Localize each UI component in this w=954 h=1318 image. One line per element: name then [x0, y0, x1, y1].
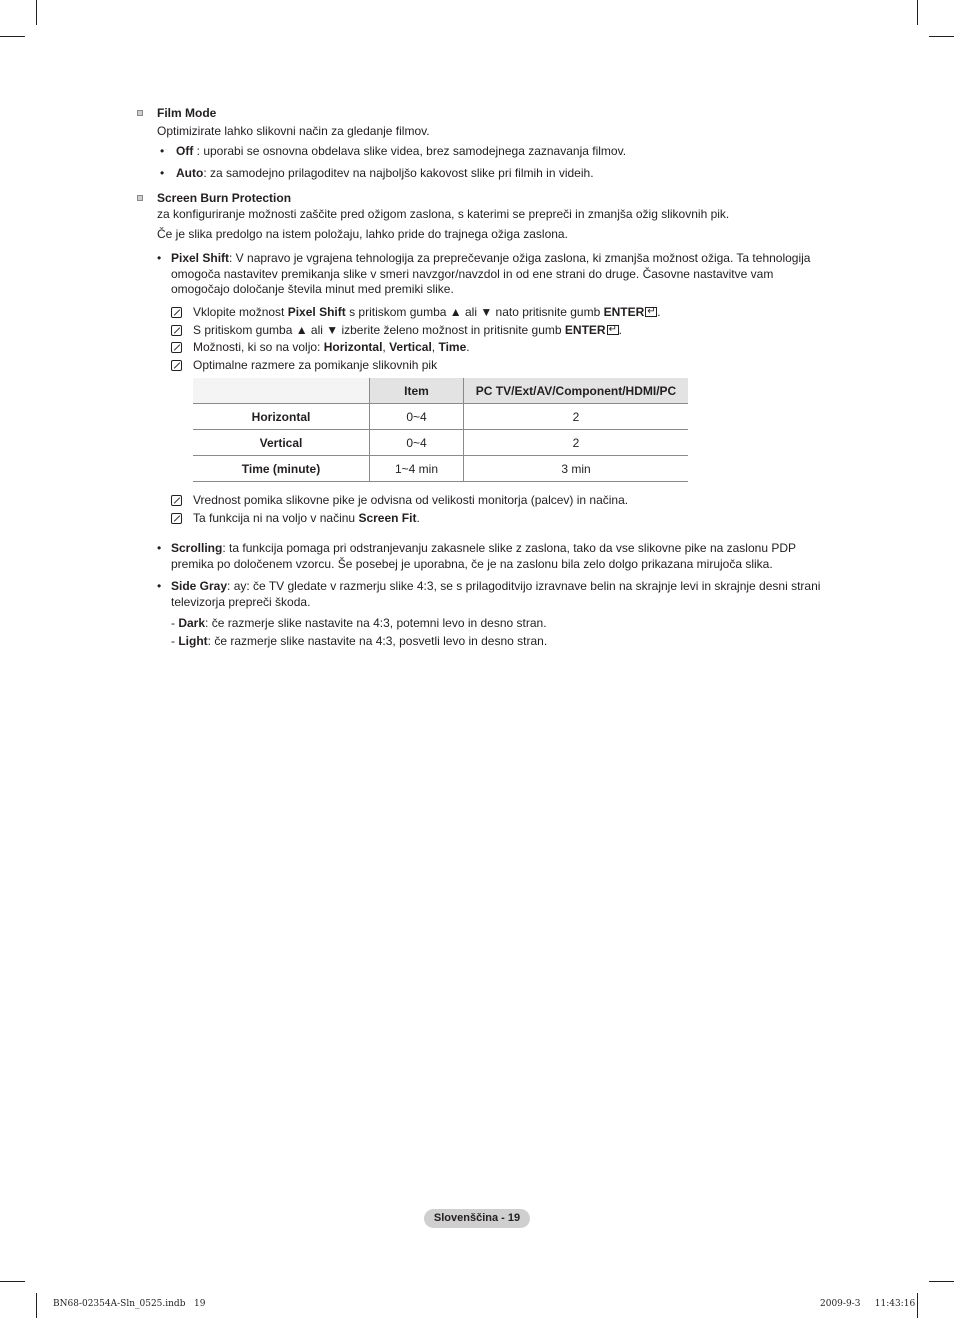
crop-mark — [36, 1293, 37, 1318]
enter-icon — [645, 307, 657, 317]
side-gray-line-2: televizorja prepreči škoda. — [171, 595, 311, 609]
film-mode-title: Film Mode — [157, 106, 217, 120]
pixel-shift-line-1 — [171, 251, 810, 266]
side-gray-line-1: Side Gray: ay: če TV gledate v razmerju slike 4:3, se s prilagoditvijo izravnave belin na skrajnje levi in skrajnje desni strani — [171, 579, 821, 593]
pixel-shift-text: : V napravo je vgrajena tehnologija za preprečevanje ožiga zaslona, ki zmanjša možnost ožiga. Ta tehnologija — [229, 251, 811, 265]
section-bullet-icon — [137, 110, 143, 116]
table-cell: 0~4 — [370, 430, 464, 456]
enter-icon — [607, 325, 619, 335]
auto-label: Auto — [176, 166, 204, 180]
table-row — [193, 456, 688, 482]
sbp-desc-1: za konfiguriranje možnosti zaščite pred ožigom zaslona, s katerimi se prepreči in zmanjša ožig slikovnih pik. — [157, 207, 730, 221]
off-label: Off — [176, 144, 194, 158]
bullet-icon: • — [160, 166, 165, 180]
bullet-icon: • — [160, 144, 165, 158]
pixel-shift-line-2: omogoča nastavitev premikanja slike v smeri navzgor/navzdol in od ene strani do druge. Časovne nastavitve vam — [171, 267, 774, 281]
film-mode-auto — [176, 166, 594, 181]
crop-mark — [917, 0, 918, 25]
sbp-title: Screen Burn Protection — [157, 191, 292, 205]
note-1: Vklopite možnost Pixel Shift s pritiskom gumba ▲ ali ▼ nato pritisnite gumb ENTER↵ . — [193, 305, 661, 320]
note-3: Možnosti, ki so na voljo: Horizontal, Vertical, Time. — [193, 340, 470, 354]
note-icon — [171, 307, 182, 318]
sbp-desc-2: Če je slika predolgo na istem položaju, lahko pride do trajnega ožiga zaslona. — [157, 227, 568, 241]
section-bullet-icon — [137, 195, 143, 201]
crop-mark — [0, 36, 25, 37]
side-gray-dark: - Dark: če razmerje slike nastavite na 4:3, potemni levo in desno stran. — [171, 616, 547, 630]
footer-date: 2009-9-3 11:43:16 — [820, 1299, 916, 1309]
bullet-icon: • — [157, 541, 162, 555]
scrolling-label: Scrolling — [171, 541, 223, 555]
note-icon — [171, 325, 182, 336]
note-icon — [171, 342, 182, 353]
table-cell: Vertical — [193, 430, 370, 456]
table-cell: 2 — [464, 430, 689, 456]
table-header-cell: Item — [370, 378, 464, 404]
scrolling-line-2: premika po določenem vzorcu. Še posebej je uporabna, če je na zaslonu bila zelo dolgo prikazana mirujoča slika. — [171, 557, 773, 571]
table-header-cell: PC TV/Ext/AV/Component/HDMI/PC — [464, 378, 689, 404]
table-cell: Horizontal — [193, 404, 370, 430]
table-cell: 3 min — [464, 456, 689, 482]
note-icon — [171, 495, 182, 506]
note-icon — [171, 513, 182, 524]
crop-mark — [929, 1281, 954, 1282]
off-text: : uporabi se osnovna obdelava slike videa, brez samodejnega zaznavanja filmov. — [193, 144, 627, 158]
auto-text: : za samodejno prilagoditev na najboljšo kakovost slike pri filmih in videih. — [203, 166, 594, 180]
table-cell: 1~4 min — [370, 456, 464, 482]
crop-mark — [0, 1281, 25, 1282]
note-4: Optimalne razmere za pomikanje slikovnih pik — [193, 358, 438, 372]
note-5: Vrednost pomika slikovne pike je odvisna od velikosti monitorja (palcev) in načina. — [193, 493, 629, 507]
table-header-row — [193, 378, 688, 404]
note-icon — [171, 360, 182, 371]
film-mode-off — [176, 144, 626, 159]
scrolling-line-1: Scrolling: ta funkcija pomaga pri odstranjevanju zakasnele slike z zaslona, tako da vse slikovne pike na zaslonu PDP — [171, 541, 796, 555]
table-row — [193, 404, 688, 430]
pixel-shift-line-3: omogočajo določanje števila minut med premiki slike. — [171, 282, 454, 296]
pixel-shift-label: Pixel Shift — [171, 251, 230, 265]
side-gray-label: Side Gray — [171, 579, 228, 593]
page-number-badge: Slovenščina - 19 — [424, 1209, 530, 1228]
pixel-shift-table — [193, 378, 688, 482]
crop-mark — [36, 0, 37, 25]
crop-mark — [929, 36, 954, 37]
footer-file: BN68-02354A-Sln_0525.indb 19 — [53, 1299, 206, 1309]
bullet-icon: • — [157, 251, 162, 265]
table-row — [193, 430, 688, 456]
table-cell: Time (minute) — [193, 456, 370, 482]
side-gray-light: - Light: če razmerje slike nastavite na 4:3, posvetli levo in desno stran. — [171, 634, 548, 648]
note-6: Ta funkcija ni na voljo v načinu Screen Fit. — [193, 511, 420, 525]
bullet-icon: • — [157, 579, 162, 593]
film-mode-desc: Optimizirate lahko slikovni način za gledanje filmov. — [157, 124, 430, 138]
table-header-cell — [193, 378, 370, 404]
table-cell: 0~4 — [370, 404, 464, 430]
note-2: S pritiskom gumba ▲ ali ▼ izberite želeno možnost in pritisnite gumb ENTER↵ . — [193, 323, 622, 338]
table-cell: 2 — [464, 404, 689, 430]
crop-mark — [917, 1293, 918, 1318]
